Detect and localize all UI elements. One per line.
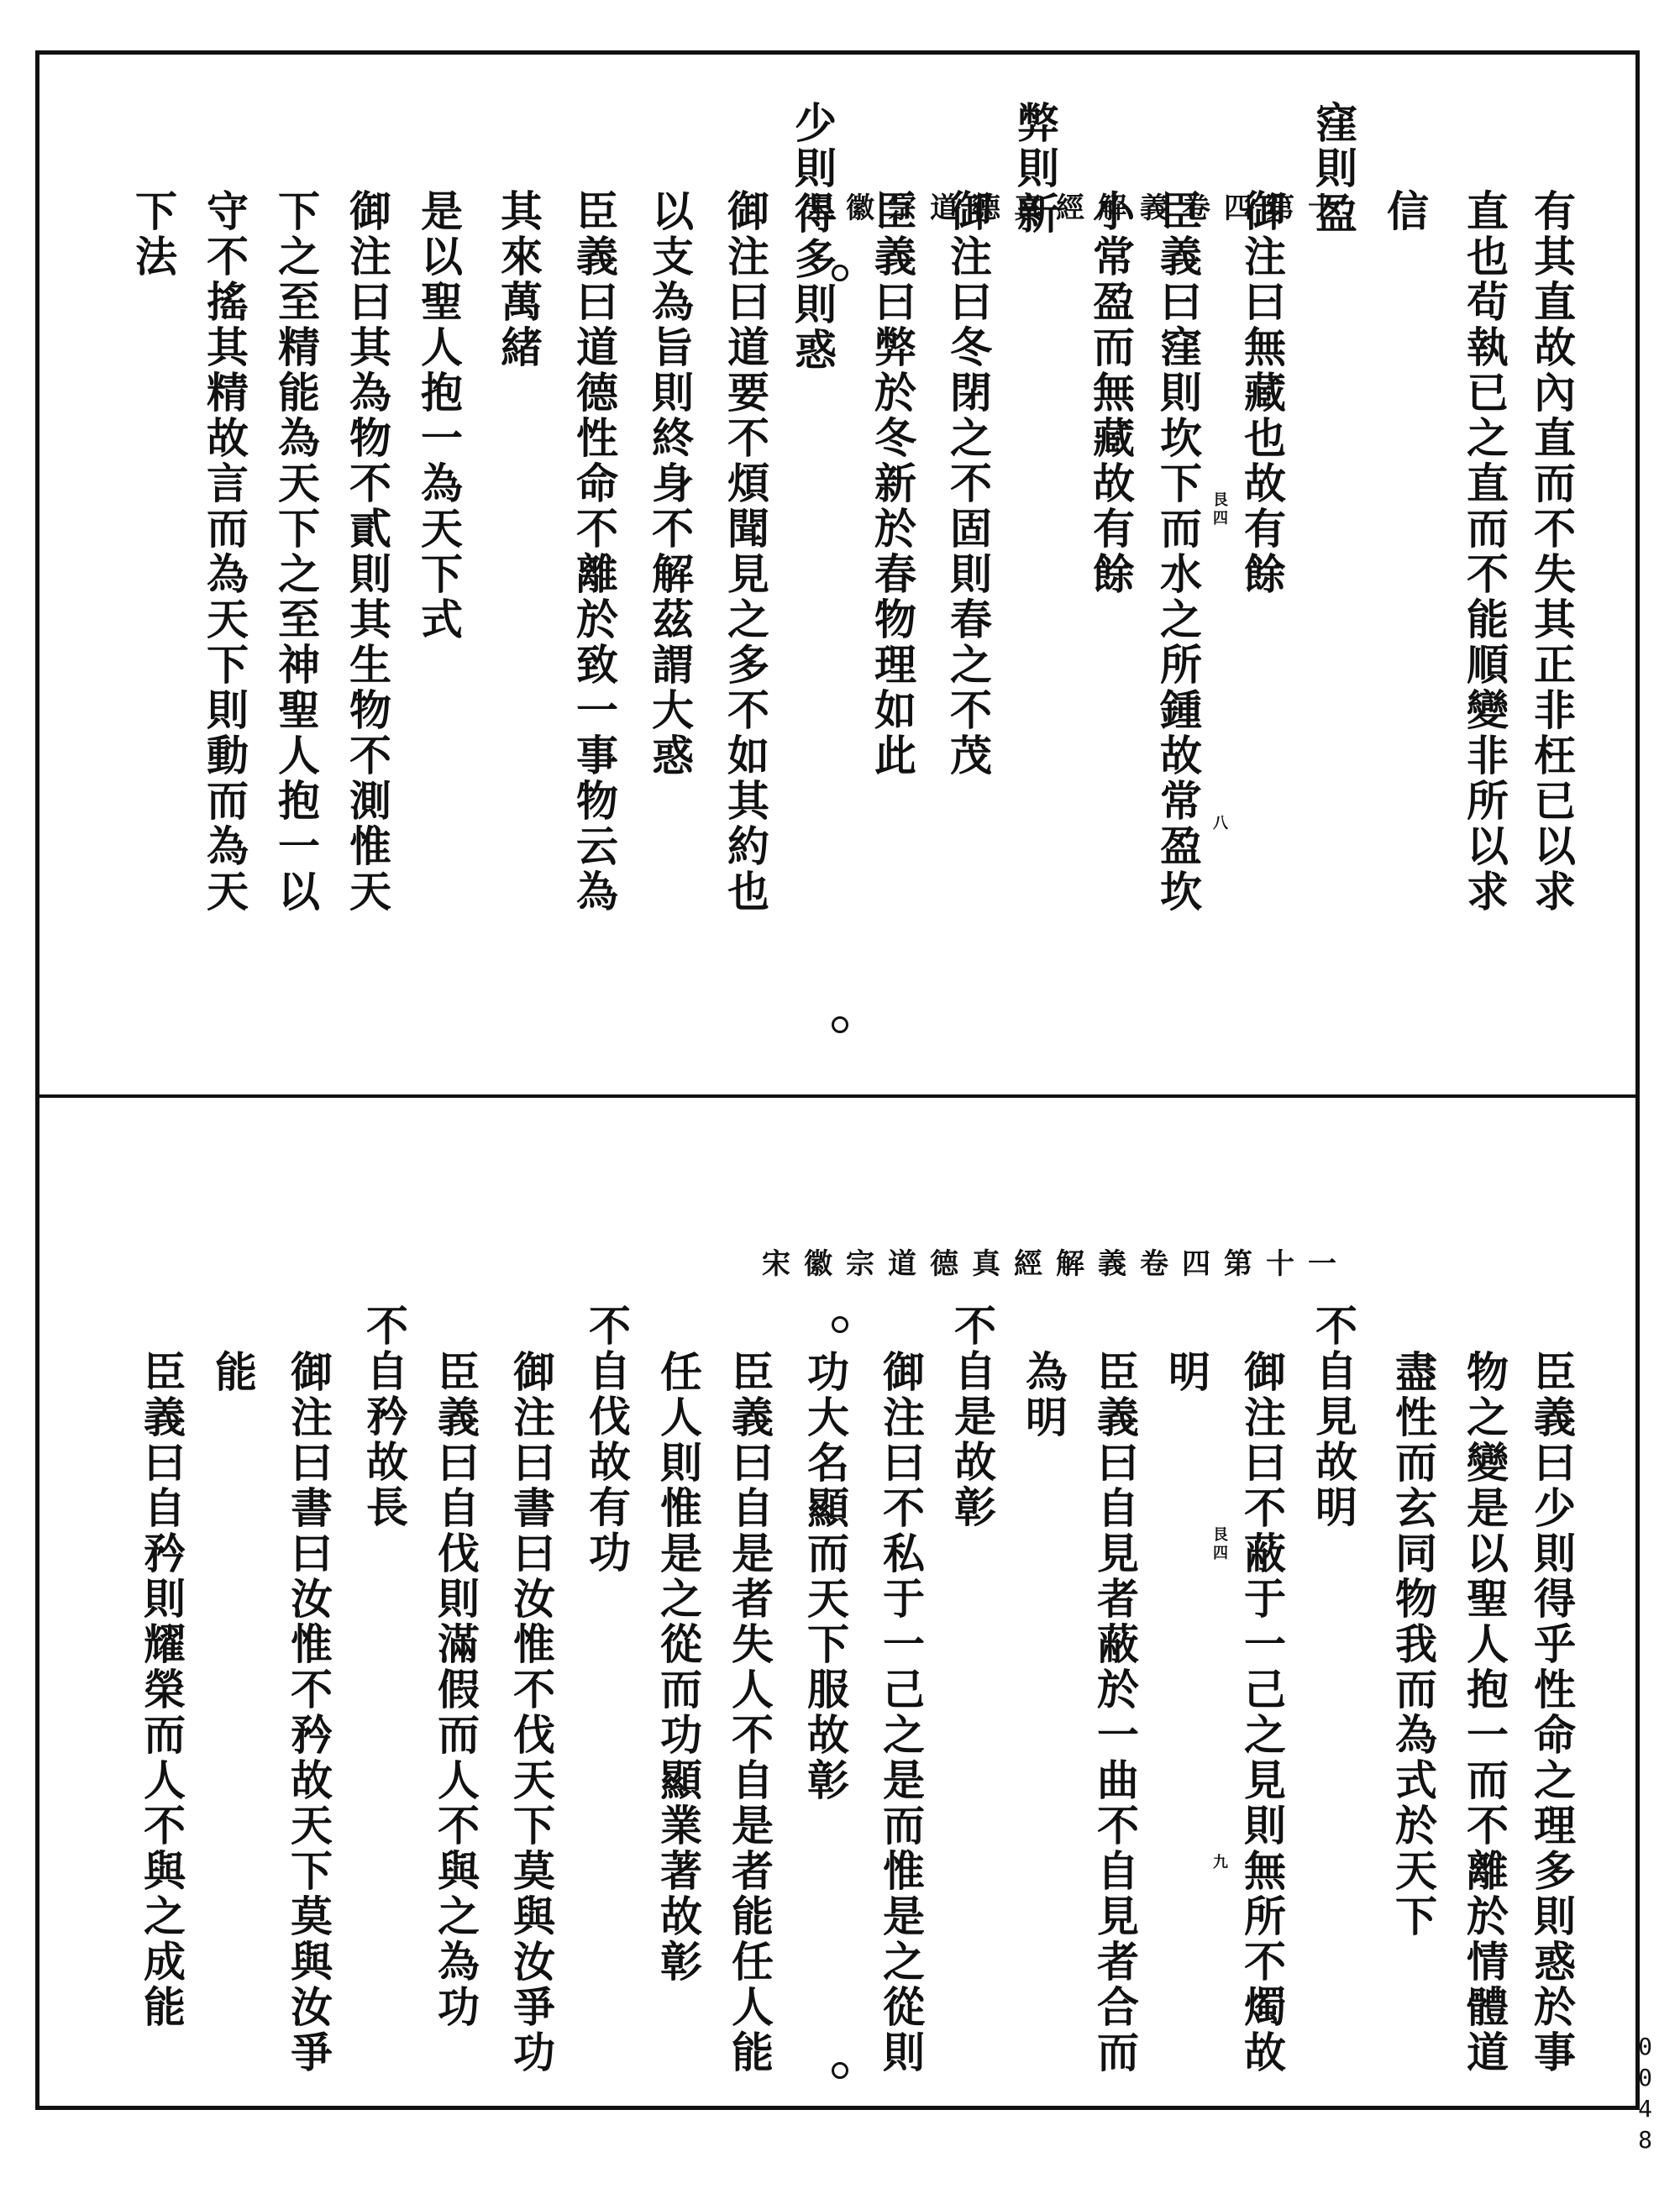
bottom-col-1: 臣義曰少則得乎性命之理多則惑於事 (1527, 1350, 1577, 2076)
circle-mark (832, 265, 848, 281)
bottom-col-15: 御注曰書曰汝惟不伐天下莫與汝爭功 (507, 1350, 556, 2076)
top-mark-2: 八 (1210, 815, 1228, 833)
circle-mark (832, 1016, 848, 1033)
bottom-half (39, 1098, 1635, 2106)
circle-mark (832, 1316, 848, 1333)
circle-mark (832, 2062, 848, 2079)
bottom-col-12: 臣義曰自是者失人不自是者能任人能 (725, 1350, 774, 2076)
top-half (39, 55, 1635, 1094)
bottom-col-6: 明 (1162, 1350, 1211, 1395)
bottom-col-9: 不自是故彰 (948, 1304, 997, 1530)
bottom-col-5: 御注曰不蔽于一己之見則無所不燭故 (1237, 1350, 1287, 2076)
top-col-4: 窪則盈 (1309, 101, 1358, 237)
bottom-col-3: 盡性而玄同物我而為式於天下 (1389, 1350, 1438, 1939)
top-col-20: 下法 (129, 189, 178, 280)
top-col-15: 其來萬緒 (494, 189, 543, 370)
top-header: 宋徽宗道德真經解義卷四第十 (804, 192, 1350, 225)
bottom-header: 宋徽宗道德真經解義卷四第十一 (762, 1247, 1350, 1281)
top-col-9: 御注曰冬閉之不固則春之不茂 (943, 189, 993, 779)
top-col-5: 御注曰無藏也故有餘 (1237, 189, 1287, 597)
top-col-10: 臣義曰弊於冬新於春物理如此 (868, 189, 917, 779)
bottom-col-16: 臣義曰自伐則滿假而人不與之為功 (431, 1350, 480, 2030)
top-col-19: 守不搖其精故言而為天下則動而為天 (200, 189, 249, 915)
top-col-8: 弊則新 (1011, 101, 1060, 237)
bottom-col-2: 物之變是以聖人抱一而不離於情體道 (1460, 1350, 1509, 2076)
bottom-col-20: 臣義曰自矜則耀榮而人不與之成能 (137, 1350, 186, 2030)
top-col-6: 臣義曰窪則坎下而水之所鍾故常盈坎 (1153, 189, 1203, 915)
top-col-12: 御注曰道要不煩聞見之多不如其約也 (721, 189, 770, 915)
bottom-col-4: 不自見故明 (1309, 1304, 1358, 1530)
bottom-mark-2: 九 (1210, 1854, 1228, 1872)
top-col-2: 直也茍執已之直而不能順變非所以求 (1460, 189, 1509, 915)
top-col-13: 以支為旨則終身不解茲謂大惑 (645, 189, 695, 779)
top-col-16: 是以聖人抱一為天下式 (414, 189, 464, 643)
page-number: 0048 (1631, 2033, 1659, 2157)
bottom-col-17: 不自矜故長 (360, 1304, 409, 1530)
top-col-3: 信 (1380, 189, 1430, 234)
bottom-col-14: 不自伐故有功 (582, 1304, 632, 1576)
top-col-14: 臣義曰道德性命不離於致一事物云為 (570, 189, 619, 915)
bottom-col-10: 御注曰不私于一己之是而惟是之從則 (876, 1350, 926, 2076)
bottom-col-7: 臣義曰自見者蔽於一曲不自見者合而 (1090, 1350, 1140, 2076)
top-mark-1: 艮四 (1210, 491, 1228, 528)
bottom-col-19: 能 (208, 1350, 258, 1395)
bottom-col-11: 功大名顯而天下服故彰 (801, 1350, 850, 1803)
top-col-17: 御注曰其為物不貳則其生物不測惟天 (343, 189, 392, 915)
top-col-7: 小常盈而無藏故有餘 (1086, 189, 1136, 597)
top-col-11: 少則得多則惑 (788, 101, 837, 373)
top-col-1: 有其直故內直而不失其正非枉已以求 (1527, 189, 1577, 915)
bottom-col-8: 為明 (1019, 1350, 1068, 1441)
bottom-col-18: 御注曰書曰汝惟不矜故天下莫與汝爭 (284, 1350, 333, 2076)
bottom-col-13: 任人則惟是之從而功顯業著故彰 (654, 1350, 703, 1985)
top-col-18: 下之至精能為天下之至神聖人抱一以 (271, 189, 321, 915)
bottom-mark-1: 艮四 (1210, 1526, 1228, 1563)
